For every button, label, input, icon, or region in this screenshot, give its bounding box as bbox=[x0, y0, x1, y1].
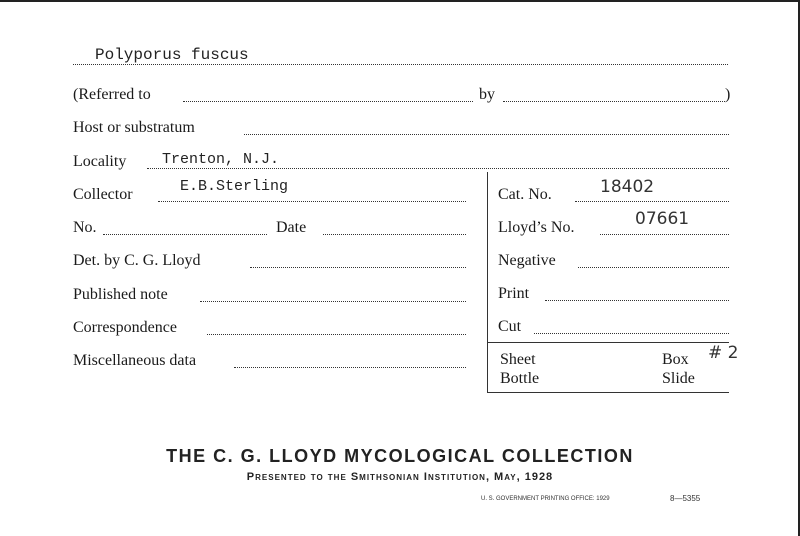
by-close-paren: ) bbox=[725, 86, 731, 103]
box-label: Box bbox=[662, 351, 689, 368]
locality-value: Trenton, N.J. bbox=[162, 151, 280, 168]
by-label: by bbox=[479, 86, 495, 103]
card-top-edge bbox=[0, 0, 800, 2]
by-line bbox=[503, 101, 725, 102]
host-label: Host or substratum bbox=[73, 119, 195, 136]
cat-no-value: 18402 bbox=[600, 177, 655, 197]
sheet-row-top-border bbox=[487, 342, 729, 343]
right-box-bottom-border bbox=[487, 392, 729, 393]
det-by-label: Det. by C. G. Lloyd bbox=[73, 252, 201, 269]
cut-line bbox=[534, 333, 729, 334]
misc-label: Miscellaneous data bbox=[73, 352, 197, 369]
negative-label: Negative bbox=[498, 252, 556, 269]
negative-line bbox=[578, 267, 729, 268]
lloyds-no-label: Lloyd’s No. bbox=[498, 219, 575, 236]
species-name: Polyporus fuscus bbox=[95, 46, 249, 64]
referred-to-label: (Referred to bbox=[73, 86, 151, 103]
published-note-label: Published note bbox=[73, 286, 168, 303]
lloyds-no-value: 07661 bbox=[635, 209, 690, 229]
right-box-left-border bbox=[487, 172, 488, 392]
box-value: # 2 bbox=[708, 343, 739, 363]
cat-no-label: Cat. No. bbox=[498, 186, 552, 203]
slide-label: Slide bbox=[662, 370, 695, 387]
correspondence-label: Correspondence bbox=[73, 319, 177, 336]
host-line bbox=[244, 134, 729, 135]
bottle-label: Bottle bbox=[500, 370, 540, 387]
det-by-line bbox=[250, 267, 466, 268]
locality-line bbox=[147, 168, 729, 169]
collector-label: Collector bbox=[73, 186, 133, 203]
species-line bbox=[73, 64, 728, 65]
collection-subtitle: Presented to the Smithsonian Institution, May, 1928 bbox=[246, 471, 554, 483]
no-line bbox=[103, 234, 267, 235]
date-label: Date bbox=[276, 219, 307, 236]
print-label: Print bbox=[498, 285, 530, 302]
published-note-line bbox=[200, 301, 466, 302]
correspondence-line bbox=[207, 334, 466, 335]
printing-office-note: U. S. GOVERNMENT PRINTING OFFICE: 1929 bbox=[481, 496, 610, 502]
collector-value: E.B.Sterling bbox=[180, 178, 289, 195]
cat-no-line bbox=[575, 201, 729, 202]
no-label: No. bbox=[73, 219, 97, 236]
locality-label: Locality bbox=[73, 153, 127, 170]
cut-label: Cut bbox=[498, 318, 522, 335]
print-line bbox=[545, 300, 729, 301]
referred-to-line bbox=[183, 101, 473, 102]
misc-line bbox=[234, 367, 466, 368]
collector-line bbox=[158, 201, 466, 202]
lloyds-no-line bbox=[600, 234, 729, 235]
sheet-label: Sheet bbox=[500, 351, 536, 368]
collection-title: THE C. G. LLOYD MYCOLOGICAL COLLECTION bbox=[166, 446, 634, 466]
form-number: 8—5355 bbox=[670, 494, 701, 503]
date-line bbox=[323, 234, 466, 235]
